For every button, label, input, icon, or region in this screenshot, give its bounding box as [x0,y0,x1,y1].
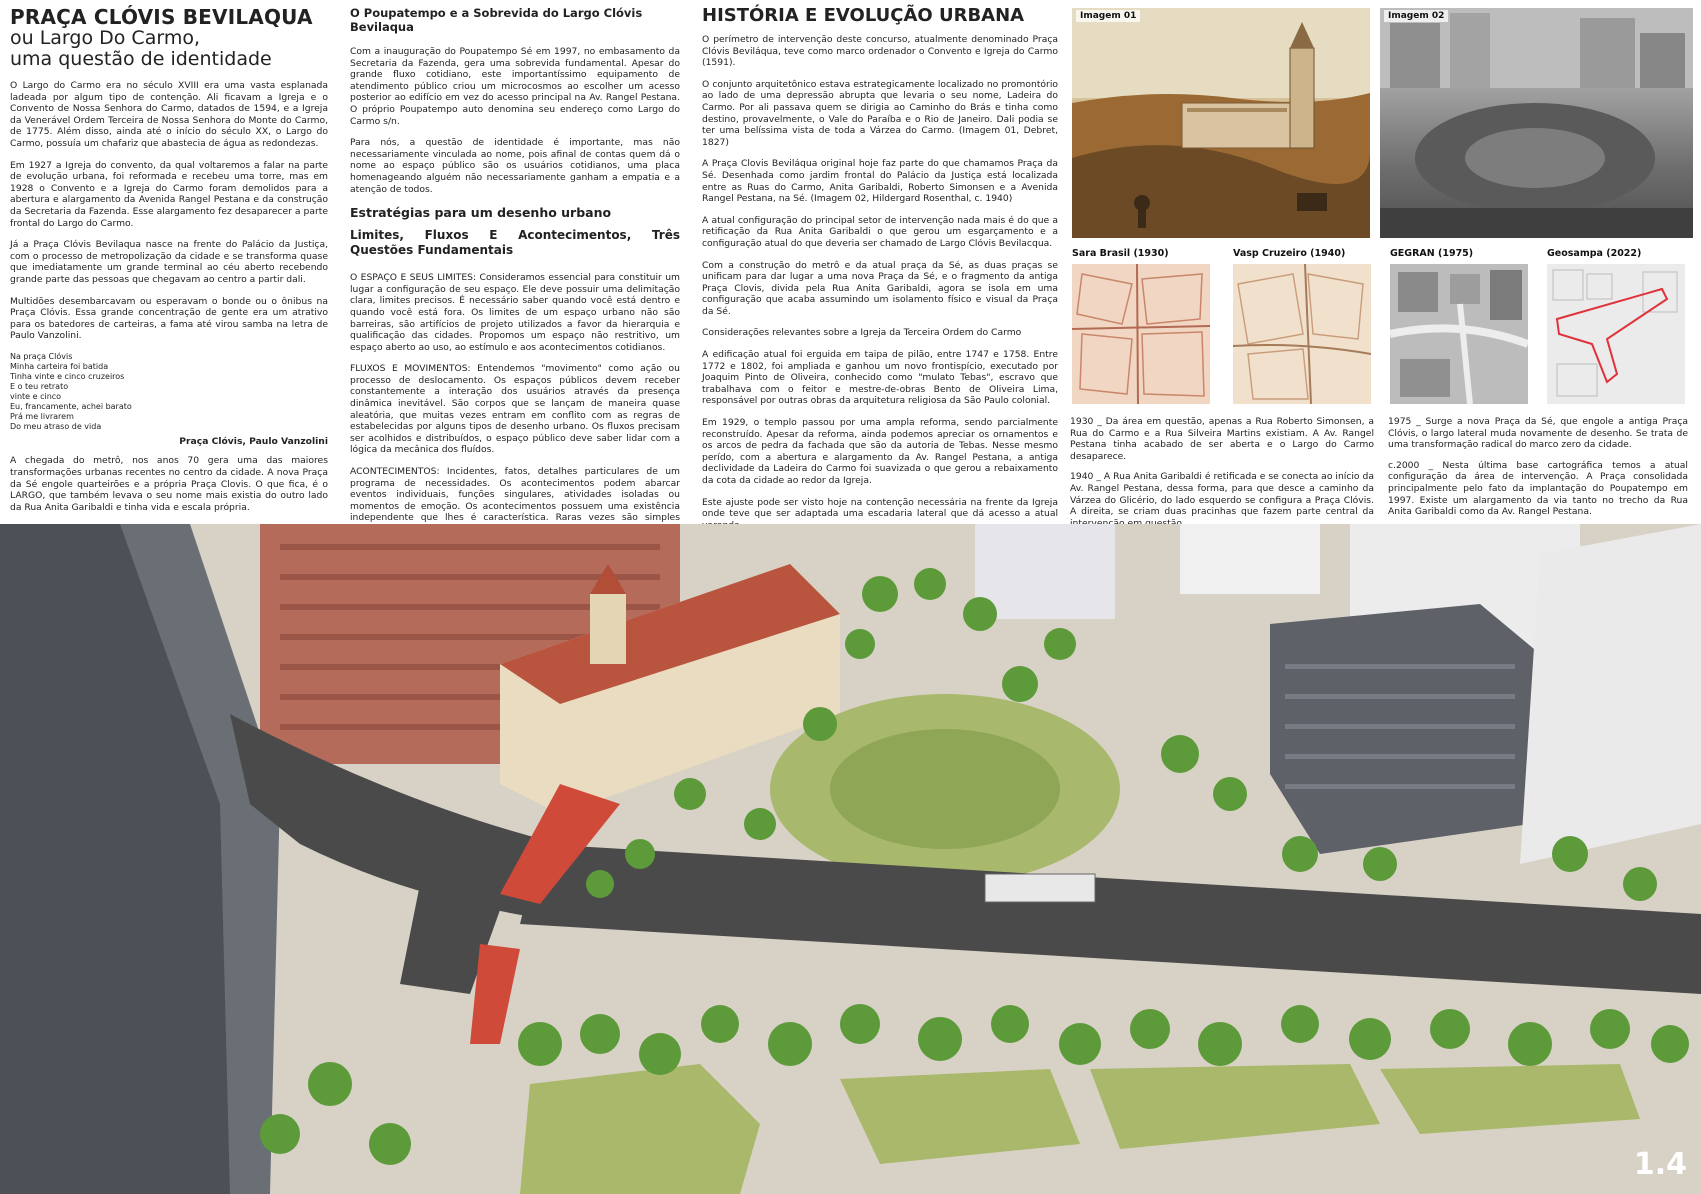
poem-signature: Praça Clóvis, Paulo Vanzolini [179,435,328,447]
paragraph: A atual configuração do principal setor de intervenção nada mais é do que a retificação da Rua Anita Garibaldi o que gerou um esgarçamento e a configuração atual do que deveria ser chamado de Largo Clóvis Bevilacqua. [702,214,1058,249]
caption-2000: c.2000 _ Nesta última base cartográfica temos a atual configuração da área de intervenção. A Praça consolidada principalmente pelo fato da implantação do Poupatempo em 1997. Existe um alargamento da via tanto no trecho da Rua Anita Garibaldi como da Av. Rangel Pestana. [1388,459,1688,518]
map-1930 [1072,264,1210,404]
paragraph: Multidões desembarcavam ou esperavam o bonde ou o ônibus na Praça Clóvis. Essa grande concentração de gente era um atrativo para os batedores de carteiras, a fama até virou samba na letra de Paulo Vanzolini. [10,295,328,342]
page-title: PRAÇA CLÓVIS BEVILAQUA [10,5,313,29]
strategy-column [350,6,680,546]
poem-line: vinte e cinco [10,391,62,401]
image-label: Imagem 02 [1384,10,1448,22]
historic-painting-image [1072,8,1370,238]
map-1930-drawing [1072,264,1210,404]
caption-1975: 1975 _ Surge a nova Praça da Sé, que engole a antiga Praça Clóvis, o largo lateral muda novamente de desenho. Se trata de uma transformação radical do marco zero da cidade. [1388,416,1688,451]
map-label: Vasp Cruzeiro (1940) [1233,248,1346,259]
section-heading: O Poupatempo e a Sobrevida do Largo Clóvis Bevilaqua [350,6,643,34]
poem-line: Tinha vinte e cinco cruzeiros [10,371,125,381]
painting-illustration [1072,8,1370,238]
map-1975-drawing [1390,264,1528,404]
paragraph: A edificação atual foi erguida em taipa de pilão, entre 1747 e 1758. Entre 1772 e 1802, foi ampliada e ganhou um novo frontispício, executado por Joaquim Pinto de Oliveira, conhecido como "mulato Tebas", escravo que trabalhava com o feitor e mestre-de-obras Bento de Oliveira Lima, responsável por outras obras da arquitetura religiosa da São Paulo colonial. [702,349,1058,407]
subtitle-line-2: uma questão de identidade [10,48,272,70]
map-2022-drawing [1547,264,1685,404]
poem-line: Minha carteira foi batida [10,361,109,371]
paragraph: Considerações relevantes sobre a Igreja da Terceira Ordem do Carmo [702,327,1022,339]
aerial-render [0,524,1701,1194]
paragraph: Este ajuste pode ser visto hoje na contenção necessária na frente da Igreja onde teve que ser adaptada uma escadaria lateral que dá acesso a atual [702,496,1058,520]
subtitle-line-1: ou Largo Do Carmo, [10,27,200,49]
map-1940-drawing [1233,264,1371,404]
map-label: Geosampa (2022) [1547,248,1642,259]
intro-column [10,6,328,523]
paragraph: O perímetro de intervenção deste concurso, atualmente denominado Praça Clóvis Beviláqua, teve como marco ordenador o Convento e Igreja do Carmo (1591). [702,34,1058,69]
map-captions-left [1070,416,1374,538]
poem [10,352,328,432]
section-heading: HISTÓRIA E EVOLUÇÃO URBANA [702,5,1025,26]
map-1940 [1233,264,1371,404]
section-heading: Estratégias para um desenho urbano [350,205,612,221]
poem-line: Prá me livrarem [10,411,74,421]
page-number: 1.4 [1633,1147,1687,1182]
photo-illustration [1380,8,1693,238]
image-label: Imagem 01 [1076,10,1140,22]
paragraph: O ESPAÇO E SEUS LIMITES: Consideramos essencial para constituir um lugar a configuração de seu espaço. Ele deve possuir uma delimitação clara, limites precisos. É necessário saber quando você está dentro e quando você está fora. Os limites de um espaço urbano não são barreiras, são artifícios de projeto utilizados a favor da hierarquia e qualificação das cidades. Propomos um espaço não restritivo, um espaço aberto ao uso, ao estímulo e aos acontecimentos cotidianos. [350,272,680,353]
map-label: GEGRAN (1975) [1390,248,1474,259]
poem-line: E o teu retrato [10,381,69,391]
paragraph: Com a construção do metrô e da atual praça da Sé, as duas praças se unificam para dar lugar a uma nova Praça da Sé, e o fragmento da antiga Praça Clovis, divida pela Rua Anita Garibaldi, agora se isola em uma configuração que acaba assumindo um isolamento físico e visual da Praça da Sé. [702,259,1058,317]
poem-line: Eu, francamente, achei barato [10,401,132,411]
poem-line: Do meu atraso de vida [10,421,102,431]
map-2022 [1547,264,1685,404]
history-column [702,6,1058,541]
map-captions-right [1388,416,1688,527]
paragraph: FLUXOS E MOVIMENTOS: Entendemos "movimento" como ação ou processo de deslocamento. Os espaços públicos devem receber constantemente a interação dos usuários através da presença dinâmica inevitável. São corpos que se lançam de maneira quase aleatória, que muitas vezes entram em conflito com as regras de estabelecidas por alguns tipos de desenho urbano. Os fluxos precisam ser acolhidos e distribuídos, o espaço público deve saber lidar com a lógica da mecânica dos fluídos. [350,363,680,456]
poem-line: Na praça Clóvis [10,351,73,361]
paragraph: O conjunto arquitetônico estava estrategicamente localizado no promontório ao lado de uma depressão abrupta que levaria o seu nome, Ladeira do Carmo. Por ali passava quem se dirigia ao Caminho do Brás e tinha como destino, provavelmente, o Vale do Paraíba e o Rio de Janeiro. Dali podia se ter uma belíssima vista de toda a Várzea do Carmo. (Imagem 01, Debret, 1827) [702,78,1058,148]
section-subheading: Limites, Fluxos E Acontecimentos, Três Questões Fundamentais [350,228,680,258]
map-1975 [1390,264,1528,404]
paragraph: A chegada do metrô, nos anos 70 gera uma das maiores transformações urbanas recentes no centro da cidade. A nova Praça da Sé engole quarteirões e a própria Praça Clovis. O que fica, é o LARGO, que também levava o seu nome mais existia do outro lado da Rua Anita Garibaldi e tinha vida e escala própria. [10,455,328,513]
historic-photo-image [1380,8,1693,238]
paragraph: O Largo do Carmo era no século XVIII era uma vasta esplanada ladeada por algum tipo de contenção. Ali ficavam a Igreja e o Convento de Nossa Senhora do Carmo, datados de 1594, e a Igreja da Venerável Ordem Terceira de Nossa Senhora do Monte do Carmo, de 1775. Além disso, ainda até o início do século XX, o Largo do Carmo, possuía um chafariz que abastecia de água as redondezas. [10,80,328,149]
page-subtitle [10,28,328,70]
caption-1930: 1930 _ Da área em questão, apenas a Rua Roberto Simonsen, a Rua do Carmo e a Rua Silveira Martins existiam. A Av. Rangel Pestana tinha acabado de ser aberta e o Largo do Carmo desaparece. [1070,416,1374,462]
paragraph: ACONTECIMENTOS: Incidentes, fatos, detalhes particulares de um programa de necessidades. Os acontecimentos podem abarcar eventos individuais, funções singulares, atividades isoladas ou momentos de emoção. Os acontecimentos possuem uma existência independente que lhes é característica. Raras vezes são simples [350,466,680,524]
paragraph: Em 1927 a Igreja do convento, da qual voltaremos a falar na parte de evolução urbana, foi reformada e recebeu uma torre, mas em 1928 o Convento e a Igreja do Carmo foram demolidos para a abertura e alargamento da Avenida Rangel Pestana e da construção da Secretaria da Fazenda. Esse alargamento fez desaparecer a parte frontal do Largo do Carmo. [10,159,328,229]
aerial-render-illustration [0,524,1701,1194]
map-label: Sara Brasil (1930) [1072,248,1169,259]
paragraph: A Praça Clovis Beviláqua original hoje faz parte do que chamamos Praça da Sé. Desenhada como jardim frontal do Palácio da Justiça está localizada entre as Ruas do Carmo, Anita Garibaldi, Roberto Simonsen e a Avenida Rangel Pestana, na Sé. (Imagem 02, Hildergard Rosenthal, c. 1940) [702,158,1058,205]
paragraph: Para nós, a questão de identidade é importante, mas não necessariamente vinculada ao nome, pois afinal de contas quem dá o nome ao espaço público são os usuários cotidianos, uma placa homenageando alguém não necessariamente ganham a empatia e a atenção de todos. [350,137,680,195]
paragraph: Já a Praça Clóvis Bevilaqua nasce na frente do Palácio da Justiça, com o processo de metropolização da cidade e se transforma quase que imediatamente um grande terminal ao céu aberto recebendo grande parte das pessoas que chegavam ao centro a partir dali. [10,239,328,285]
paragraph: Em 1929, o templo passou por uma ampla reforma, sendo parcialmente reconstruído. Apesar da reforma, ainda podemos apreciar os ornamentos e os arcos de pedra da fachada que são da autoria de Tebas. Nesse mesmo perído, com a abertura e alargamento da Av. Rangel Pestana, a antiga declividade da Ladeira do Carmo foi suavizada o que gerou a rebaixamento da cota da cidade ao redor da Igreja. [702,417,1058,486]
caption-1940: 1940 _ A Rua Anita Garibaldi é retificada e se conecta ao início da Av. Rangel Pestana, dessa forma, para que desce a caminho da Várzea do Glicério, do lado esquerdo se configura a Praça Clóvis. A direita, se criam duas pracinhas que fazem parte central da [1070,471,1374,518]
paragraph: Com a inauguração do Poupatempo Sé em 1997, no embasamento da Secretaria da Fazenda, gera uma sobrevida fundamental. Apesar do grande fluxo cotidiano, este importantíssimo equipamento de atendimento público criou um microcosmos ao escolher um acesso posterior ao edifício em vez do acesso principal na Av. Rangel Pestana. O próprio Poupatempo auto denomina seu endereço como Largo do Carmo s/n. [350,46,680,127]
